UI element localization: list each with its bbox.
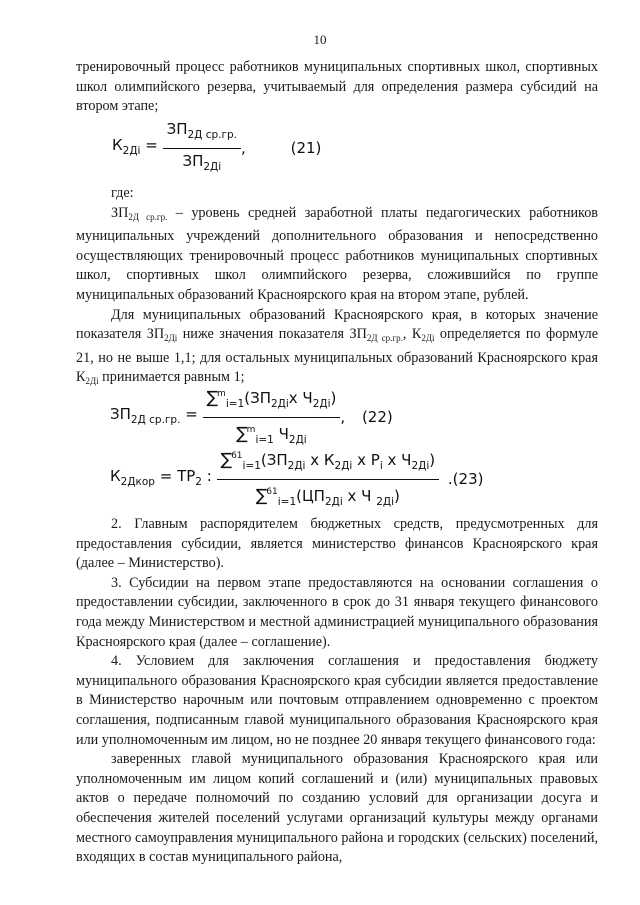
paragraphs-numbered: [76, 515, 598, 868]
paragraph-4: 4. Условием для заключения соглашения и предоставления бюджету муниципального образования Красноярского края субсидии является предоставление в Министерство нарочным или почтовым отправлением одновременно с проектом соглашения, подписанным главой муниципального образования Красноярского края или уполномоченным им лицом, но не позднее 20 января текущего финансового года:: [76, 653, 598, 748]
formula-22-number: (22): [361, 407, 393, 426]
formula-23-term: ): [429, 451, 436, 469]
formula-21-lhs: К: [112, 135, 123, 154]
paragraph-intro: [76, 58, 598, 117]
definition-text: – уровень средней заработной платы педагогических работников муниципальных учреждений дополнительного образования и непосредственно осуществляющих тренировочный процесс работников муниципальных спортивных школ, спортивных школ олимпийского резерва, сложившийся по группе муниципальных образований Красноярского края на втором этапе, рублей.: [76, 204, 599, 303]
formula-23-lhs: К: [110, 466, 121, 485]
formula-23-term: х Р: [352, 451, 380, 469]
formula-22-term: х Ч: [288, 389, 313, 407]
formula-23-den-term-sub: 2Дi: [376, 495, 395, 508]
formula-21-number: (21): [290, 138, 322, 157]
formula-21-numerator-sub: 2Д ср.гр.: [187, 129, 238, 141]
formula-22-sum-sub: i=1: [225, 398, 245, 410]
formula-23-den-sum-sup: 61: [266, 486, 278, 497]
formula-23-den-term: ): [394, 486, 400, 505]
formula-23-sum-sub: i=1: [242, 460, 261, 472]
page-number: 10: [313, 32, 327, 47]
formula-21-lhs-sub: 2Дi: [122, 144, 141, 157]
formula-23-den-term: (ЦП: [296, 486, 325, 505]
formula-21-denominator-sub: 2Дi: [203, 160, 222, 173]
formula-22-term: (ЗП: [244, 389, 271, 407]
paragraph-k-part: Для муниципальных образований Красноярского края, в которых значение показателя ЗП: [76, 306, 598, 343]
formula-21-tail: ,: [241, 138, 246, 157]
definition-symbol-sub: 2Д ср.гр.: [128, 211, 168, 222]
formula-23-eq-sub: 2: [195, 475, 202, 488]
paragraph-k-part: ниже значения показателя ЗП: [177, 326, 367, 343]
formula-23-den-term-sub: 2Дi: [324, 495, 343, 508]
formula-22-den-term-sub: 2Дi: [288, 433, 307, 446]
where-label: где:: [111, 185, 134, 201]
formula-23-term: х Ч: [382, 451, 412, 469]
formula-22-den-term: Ч: [273, 424, 289, 443]
formula-22-sum-symbol: ∑: [206, 388, 219, 408]
formula-22-lhs-sub: 2Д ср.гр.: [130, 413, 181, 426]
paragraph-k-sub: 2Дi: [85, 376, 99, 387]
formula-22-eq: =: [180, 404, 198, 423]
formula-22-den-sum-symbol: ∑: [236, 423, 248, 444]
paragraph-k-sub: 2Д ср.гр.: [366, 333, 403, 344]
formula-23: [110, 447, 483, 512]
formula-23-den-term: х Ч: [342, 486, 377, 505]
paragraph-text: тренировочный процесс работников муниципальных спортивных школ, спортивных школ олимпийского резерва, учитываемый для определения размера субсидий на втором этапе;: [76, 59, 598, 115]
formula-22-den-sum-sub: i=1: [255, 433, 274, 446]
formula-22-fraction: [203, 385, 341, 450]
formula-23-den-sum-symbol: ∑: [255, 485, 268, 506]
formula-23-term: (ЗП: [260, 451, 288, 469]
formula-23-term-sub: 2Дi: [287, 460, 306, 472]
definitions-block: [76, 184, 598, 392]
paragraph-k: [76, 306, 598, 392]
formula-21-numerator: ЗП: [166, 120, 188, 138]
paragraph-k-part: , К: [402, 326, 422, 343]
formula-22-sum-sup: m: [217, 389, 226, 399]
paragraph-k-part: принимается равным 1;: [98, 369, 245, 386]
definition-zp: [76, 204, 598, 306]
formula-23-number: .(23): [447, 469, 484, 488]
formula-23-lhs-sub: 2Дкор: [120, 475, 155, 488]
formula-22-term: ): [330, 389, 337, 407]
formula-23-term-sub: i: [379, 460, 383, 472]
formula-23-den-sum-sub: i=1: [277, 495, 297, 508]
formula-22-lhs: ЗП: [110, 404, 131, 423]
paragraph-k-sub: 2Дi: [164, 333, 178, 344]
formula-22-den-sum-sup: m: [246, 424, 256, 435]
paragraph-k-sub: 2Дi: [421, 333, 435, 344]
formula-22: [110, 385, 393, 450]
formula-23-sum-symbol: ∑: [220, 450, 233, 470]
formula-23-fraction: [217, 447, 440, 512]
formula-21-denominator: ЗП: [182, 151, 204, 170]
paragraph-3: 3. Субсидии на первом этапе предоставляются на основании соглашения о предоставлении субсидии, заключенного в срок до 31 января текущего финансового года между Министерством и местной администрацией муниципального образования Красноярского края (далее – соглашение).: [76, 574, 598, 650]
formula-22-term-sub: 2Дi: [312, 398, 331, 410]
formula-23-term-sub: 2Дi: [334, 460, 353, 472]
formula-23-term-sub: 2Дi: [411, 460, 430, 472]
formula-21-fraction: [163, 120, 241, 177]
paragraph-k-part: определяется по формуле 21, но не выше 1,1; для остальных муниципальных образований Красноярского края К: [76, 326, 598, 386]
formula-22-term-sub: 2Дi: [270, 398, 289, 410]
formula-23-term: х К: [305, 451, 335, 469]
formula-23-sum-sup: 61: [231, 451, 243, 461]
formula-23-eq: = ТР: [154, 466, 196, 485]
formula-23-colon: :: [201, 466, 212, 485]
paragraph-2: 2. Главным распорядителем бюджетных средств, предусмотренных для предоставления субсидии, является министерство финансов Красноярского края (далее – Министерство).: [76, 516, 598, 572]
formula-21: $К_{2Дi}$ = $\frac{ЗП_{2Д ср.гр.}}{ЗП_{2Дi}}$ , (21): [112, 120, 321, 177]
formula-22-tail: ,: [340, 407, 346, 426]
paragraph-5: заверенных главой муниципального образования Красноярского края или уполномоченным им лицом копий соглашений и (или) муниципальных правовых актов о передаче полномочий по созданию условий для организации досуга и обеспечения жителей поселений услугами организаций культуры между органами местного самоуправления муниципального района и городских (сельских) поселений, входящих в состав муниципального района,: [76, 751, 598, 866]
definition-symbol: ЗП: [111, 204, 129, 221]
